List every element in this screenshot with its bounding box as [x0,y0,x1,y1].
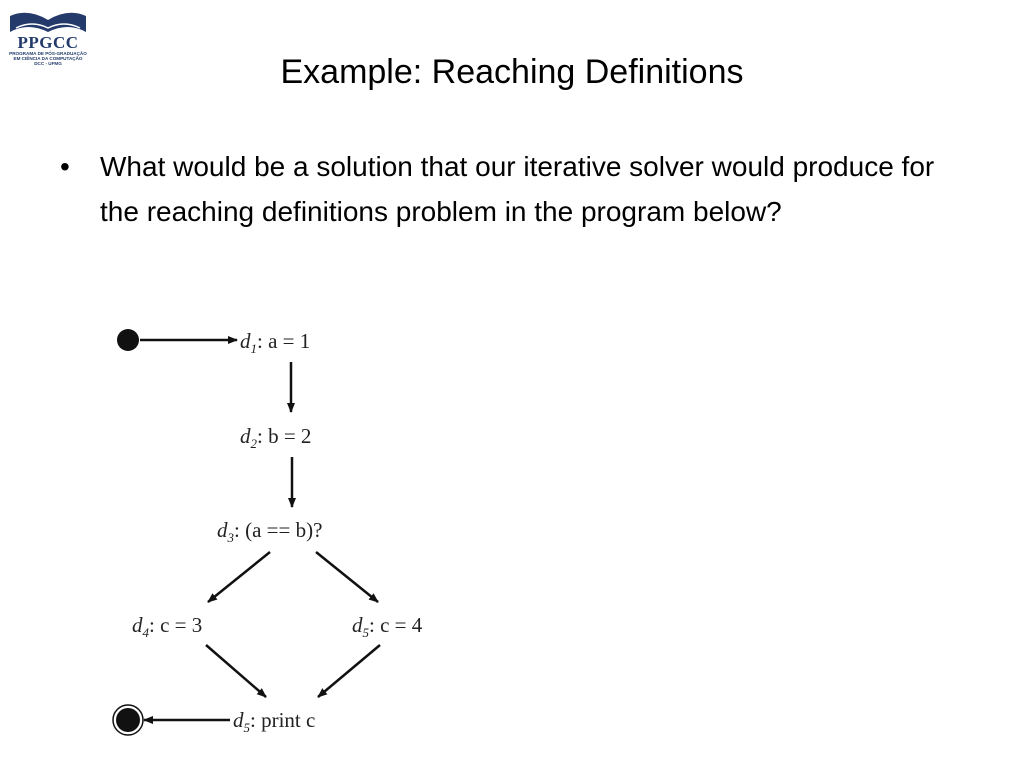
node-print-stmt: : print c [250,708,316,732]
node-d3 [217,518,322,545]
svg-text:d5: print c [233,708,315,735]
node-d4 [132,613,202,640]
svg-text:d1: a = 1 [240,329,310,356]
edge-d4-d6 [206,645,266,697]
node-d3-sub: 3 [227,530,234,545]
svg-text:d3: (a == b)? [217,518,322,545]
node-d2-stmt: : b = 2 [257,424,312,448]
node-d1-name: d [240,329,251,353]
bullet-text: What would be a solution that our iterative solver would produce for the reaching definitions problem in the program below? [100,151,935,227]
logo-subtitle-line-2: EM CIÊNCIA DA COMPUTAÇÃO [13,56,83,61]
node-d5-sub: 5 [362,625,369,640]
node-d1-stmt: : a = 1 [257,329,311,353]
node-d5-name: d [352,613,363,637]
edge-d3-d4 [208,552,270,602]
node-print-name: d [233,708,244,732]
edge-d3-d5 [316,552,378,602]
node-d2-name: d [240,424,251,448]
node-d3-name: d [217,518,228,542]
edge-d5-d6 [318,645,380,697]
end-node [116,708,140,732]
node-d4-name: d [132,613,143,637]
svg-text:d4: c = 3 [132,613,202,640]
reaching-definitions-cfg [100,315,480,745]
node-print [233,708,315,735]
node-d1 [240,329,310,356]
node-d5 [352,613,423,640]
bullet-symbol: • [60,151,70,182]
node-print-sub: 5 [243,720,250,735]
logo-wave-icon [6,6,90,36]
node-d2-sub: 2 [250,436,257,451]
svg-text:d5: c = 4 [352,613,423,640]
svg-text:d2: b = 2 [240,424,311,451]
node-d2 [240,424,311,451]
node-d1-sub: 1 [250,341,257,356]
node-d4-sub: 4 [142,625,149,640]
node-d3-stmt: : (a == b)? [234,518,323,542]
logo-main-text: PPGCC [17,33,79,52]
logo-subtitle-line-3: DCC - UFMG [34,61,62,66]
slide-title: Example: Reaching Definitions [280,53,744,91]
node-d5-stmt: : c = 4 [369,613,423,637]
logo-subtitle-line-1: PROGRAMA DE PÓS-GRADUAÇÃO [9,51,87,56]
start-node [117,329,139,351]
node-d4-stmt: : c = 3 [149,613,203,637]
